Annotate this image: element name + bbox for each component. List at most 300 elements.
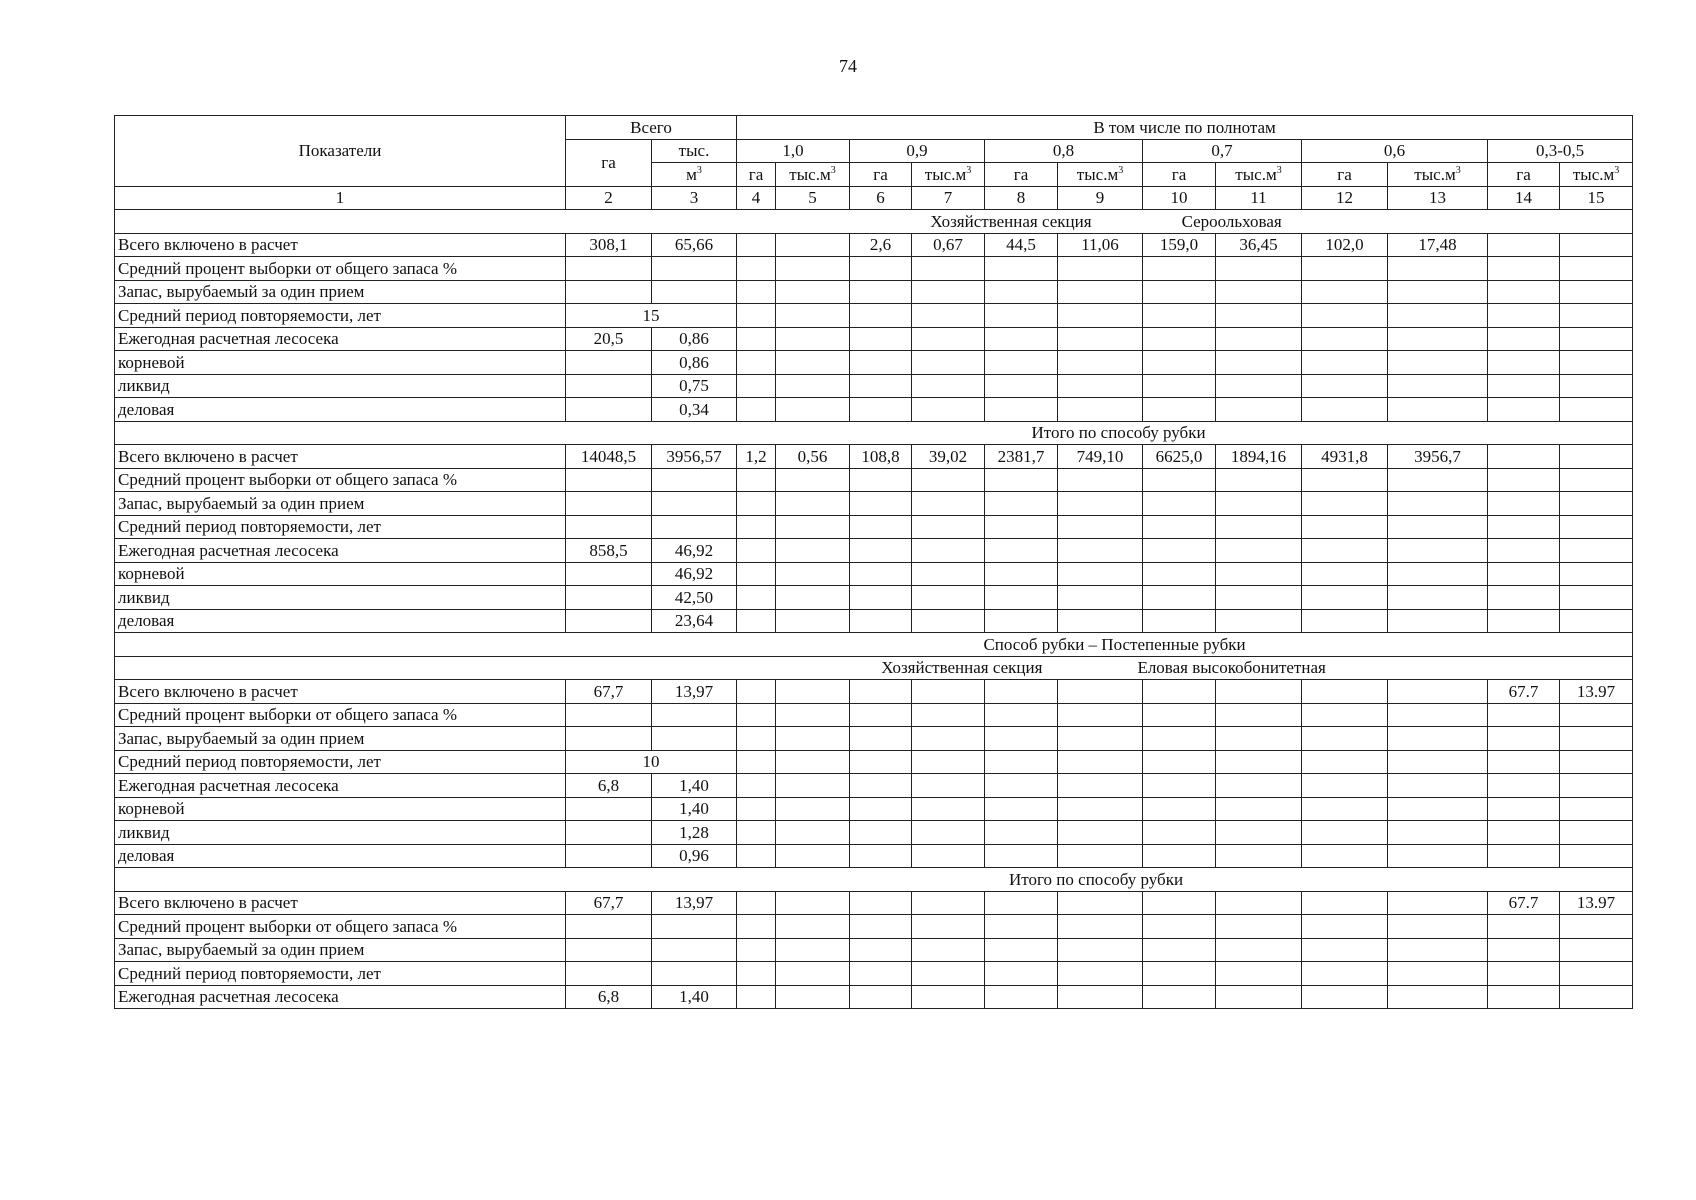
column-number: 1 bbox=[115, 186, 566, 210]
data-cell bbox=[1388, 539, 1488, 563]
header-unit-ha: га bbox=[1143, 163, 1216, 187]
data-row bbox=[115, 374, 1633, 398]
data-cell bbox=[1216, 915, 1302, 939]
data-row bbox=[115, 468, 1633, 492]
data-row bbox=[115, 609, 1633, 633]
data-cell bbox=[776, 703, 850, 727]
data-cell bbox=[1302, 844, 1388, 868]
data-cell: 1894,16 bbox=[1216, 445, 1302, 469]
data-cell bbox=[1216, 774, 1302, 798]
data-cell bbox=[1560, 257, 1633, 281]
row-label: Запас, вырубаемый за один прием bbox=[115, 280, 566, 304]
data-cell bbox=[850, 962, 912, 986]
data-cell bbox=[737, 351, 776, 375]
data-cell bbox=[776, 821, 850, 845]
data-cell bbox=[776, 398, 850, 422]
data-cell bbox=[652, 280, 737, 304]
data-cell: 6625,0 bbox=[1143, 445, 1216, 469]
header-unit-thous-m3: $тыс.м^3$ bbox=[1388, 163, 1488, 187]
data-cell bbox=[850, 562, 912, 586]
data-cell bbox=[912, 609, 985, 633]
data-cell: 13.97 bbox=[1560, 891, 1633, 915]
data-cell bbox=[737, 327, 776, 351]
data-cell bbox=[737, 586, 776, 610]
header-density: 0,9 bbox=[850, 139, 985, 163]
data-cell bbox=[1388, 915, 1488, 939]
data-cell bbox=[850, 609, 912, 633]
data-cell bbox=[985, 562, 1058, 586]
data-cell bbox=[1058, 844, 1143, 868]
column-number: 6 bbox=[850, 186, 912, 210]
row-label: ликвид bbox=[115, 821, 566, 845]
data-cell bbox=[1488, 468, 1560, 492]
data-cell: 67,7 bbox=[566, 891, 652, 915]
data-cell bbox=[1058, 727, 1143, 751]
data-cell bbox=[566, 938, 652, 962]
data-cell bbox=[1302, 280, 1388, 304]
data-cell bbox=[985, 539, 1058, 563]
data-cell bbox=[850, 750, 912, 774]
row-label: Средний процент выборки от общего запаса % bbox=[115, 703, 566, 727]
merged-value: 15 bbox=[566, 304, 737, 328]
data-cell bbox=[1302, 821, 1388, 845]
column-number: 15 bbox=[1560, 186, 1633, 210]
data-cell bbox=[1488, 774, 1560, 798]
data-cell bbox=[566, 844, 652, 868]
data-cell bbox=[850, 304, 912, 328]
data-cell bbox=[776, 468, 850, 492]
data-cell bbox=[737, 233, 776, 257]
data-cell bbox=[1388, 374, 1488, 398]
data-cell bbox=[776, 304, 850, 328]
data-cell bbox=[776, 586, 850, 610]
data-cell bbox=[1560, 938, 1633, 962]
data-cell bbox=[850, 351, 912, 375]
data-cell bbox=[1488, 586, 1560, 610]
section-heading bbox=[115, 868, 1633, 892]
data-cell bbox=[652, 915, 737, 939]
data-cell bbox=[1302, 703, 1388, 727]
data-cell bbox=[1560, 468, 1633, 492]
data-cell: 0,67 bbox=[912, 233, 985, 257]
data-cell bbox=[652, 257, 737, 281]
header-density: 0,3-0,5 bbox=[1488, 139, 1633, 163]
data-cell bbox=[1488, 985, 1560, 1009]
data-cell bbox=[1216, 492, 1302, 516]
data-cell bbox=[652, 515, 737, 539]
data-cell bbox=[737, 703, 776, 727]
data-cell bbox=[1216, 609, 1302, 633]
data-cell bbox=[1488, 398, 1560, 422]
data-cell bbox=[985, 703, 1058, 727]
data-cell bbox=[1302, 750, 1388, 774]
header-unit-ha: га bbox=[850, 163, 912, 187]
data-cell bbox=[1488, 374, 1560, 398]
row-label: корневой bbox=[115, 797, 566, 821]
data-cell bbox=[1560, 539, 1633, 563]
section-heading-row bbox=[115, 656, 1633, 680]
data-cell bbox=[985, 915, 1058, 939]
data-cell bbox=[737, 891, 776, 915]
data-cell bbox=[1143, 539, 1216, 563]
data-cell bbox=[1302, 539, 1388, 563]
data-cell bbox=[1216, 398, 1302, 422]
row-label: Средний период повторяемости, лет bbox=[115, 750, 566, 774]
data-cell bbox=[1143, 750, 1216, 774]
data-cell bbox=[566, 492, 652, 516]
data-cell bbox=[1058, 539, 1143, 563]
data-cell bbox=[1560, 844, 1633, 868]
data-cell: 749,10 bbox=[1058, 445, 1143, 469]
data-cell: 0,86 bbox=[652, 327, 737, 351]
section-heading-text: Итого по способу рубки bbox=[1031, 423, 1206, 443]
data-cell bbox=[985, 468, 1058, 492]
row-label: Всего включено в расчет bbox=[115, 891, 566, 915]
data-cell bbox=[1488, 962, 1560, 986]
data-cell bbox=[1058, 327, 1143, 351]
data-cell bbox=[1388, 680, 1488, 704]
data-cell bbox=[1143, 891, 1216, 915]
data-cell bbox=[1302, 609, 1388, 633]
data-cell bbox=[1216, 703, 1302, 727]
data-cell bbox=[776, 233, 850, 257]
header-row-1 bbox=[115, 116, 1633, 140]
data-cell bbox=[912, 844, 985, 868]
page-number: 74 bbox=[839, 56, 857, 76]
data-cell bbox=[912, 938, 985, 962]
data-cell: 36,45 bbox=[1216, 233, 1302, 257]
data-cell bbox=[776, 797, 850, 821]
data-cell bbox=[566, 797, 652, 821]
data-cell bbox=[1058, 750, 1143, 774]
data-cell bbox=[850, 468, 912, 492]
data-row bbox=[115, 586, 1633, 610]
data-cell bbox=[850, 327, 912, 351]
data-row bbox=[115, 492, 1633, 516]
header-indicators: Показатели bbox=[115, 116, 566, 187]
data-cell bbox=[850, 280, 912, 304]
data-cell bbox=[1302, 938, 1388, 962]
data-cell bbox=[1560, 797, 1633, 821]
data-cell bbox=[1143, 703, 1216, 727]
data-cell bbox=[566, 703, 652, 727]
data-cell: 39,02 bbox=[912, 445, 985, 469]
section-heading-text: Хозяйственная секция bbox=[881, 658, 1043, 678]
data-cell bbox=[1388, 774, 1488, 798]
column-number: 4 bbox=[737, 186, 776, 210]
header-unit-ha: га bbox=[737, 163, 776, 187]
data-cell bbox=[1216, 327, 1302, 351]
data-cell bbox=[1560, 962, 1633, 986]
data-cell bbox=[566, 609, 652, 633]
data-cell bbox=[1560, 445, 1633, 469]
data-cell bbox=[1488, 915, 1560, 939]
row-label: Ежегодная расчетная лесосека bbox=[115, 539, 566, 563]
header-density: 1,0 bbox=[737, 139, 850, 163]
data-cell bbox=[1388, 562, 1488, 586]
data-cell bbox=[912, 750, 985, 774]
data-row bbox=[115, 515, 1633, 539]
data-row bbox=[115, 304, 1633, 328]
data-cell bbox=[652, 962, 737, 986]
data-cell bbox=[737, 257, 776, 281]
data-cell bbox=[912, 304, 985, 328]
header-total-thous: тыс. bbox=[652, 139, 737, 163]
data-cell: 20,5 bbox=[566, 327, 652, 351]
data-cell bbox=[1216, 821, 1302, 845]
data-cell bbox=[1388, 727, 1488, 751]
forest-calculation-table bbox=[114, 115, 1633, 1009]
data-cell bbox=[1560, 515, 1633, 539]
data-cell bbox=[1216, 962, 1302, 986]
data-cell: 1,40 bbox=[652, 797, 737, 821]
data-cell: 4931,8 bbox=[1302, 445, 1388, 469]
data-cell bbox=[1216, 351, 1302, 375]
data-row bbox=[115, 233, 1633, 257]
data-cell bbox=[1488, 844, 1560, 868]
data-row bbox=[115, 915, 1633, 939]
header-density: 0,8 bbox=[985, 139, 1143, 163]
data-cell bbox=[912, 257, 985, 281]
data-cell bbox=[985, 821, 1058, 845]
column-number: 8 bbox=[985, 186, 1058, 210]
column-number: 12 bbox=[1302, 186, 1388, 210]
data-cell bbox=[776, 351, 850, 375]
data-cell bbox=[1388, 468, 1488, 492]
data-cell bbox=[912, 398, 985, 422]
row-label: Средний процент выборки от общего запаса % bbox=[115, 468, 566, 492]
data-cell bbox=[912, 797, 985, 821]
row-label: корневой bbox=[115, 351, 566, 375]
data-cell bbox=[1143, 915, 1216, 939]
data-cell bbox=[985, 398, 1058, 422]
data-cell bbox=[1488, 327, 1560, 351]
data-cell bbox=[1058, 680, 1143, 704]
data-cell bbox=[1216, 304, 1302, 328]
data-cell bbox=[1058, 304, 1143, 328]
data-cell bbox=[737, 492, 776, 516]
section-heading bbox=[115, 633, 1633, 657]
data-cell bbox=[776, 539, 850, 563]
data-row bbox=[115, 539, 1633, 563]
data-cell bbox=[566, 398, 652, 422]
data-row bbox=[115, 797, 1633, 821]
data-cell bbox=[1488, 515, 1560, 539]
data-cell bbox=[1143, 304, 1216, 328]
data-cell bbox=[985, 280, 1058, 304]
header-row-column-numbers bbox=[115, 186, 1633, 210]
data-cell bbox=[1302, 586, 1388, 610]
data-cell: 13,97 bbox=[652, 680, 737, 704]
row-label: Всего включено в расчет bbox=[115, 233, 566, 257]
data-cell bbox=[985, 304, 1058, 328]
data-cell bbox=[1143, 280, 1216, 304]
data-cell bbox=[652, 468, 737, 492]
data-cell bbox=[1488, 280, 1560, 304]
data-cell bbox=[1302, 468, 1388, 492]
data-cell bbox=[1058, 985, 1143, 1009]
data-cell bbox=[912, 539, 985, 563]
data-cell bbox=[1143, 468, 1216, 492]
header-unit-ha: га bbox=[985, 163, 1058, 187]
data-cell bbox=[1488, 562, 1560, 586]
data-cell bbox=[776, 962, 850, 986]
data-cell: 308,1 bbox=[566, 233, 652, 257]
data-cell: 858,5 bbox=[566, 539, 652, 563]
data-cell bbox=[850, 539, 912, 563]
data-cell bbox=[1216, 562, 1302, 586]
data-cell: 13.97 bbox=[1560, 680, 1633, 704]
data-cell bbox=[1488, 938, 1560, 962]
data-cell: 11,06 bbox=[1058, 233, 1143, 257]
data-cell bbox=[1216, 280, 1302, 304]
data-cell: 1,40 bbox=[652, 985, 737, 1009]
header-unit-thous-m3: $тыс.м^3$ bbox=[1560, 163, 1633, 187]
data-cell bbox=[1143, 962, 1216, 986]
row-label: Средний процент выборки от общего запаса % bbox=[115, 257, 566, 281]
data-cell bbox=[912, 374, 985, 398]
data-cell bbox=[850, 680, 912, 704]
data-cell: 23,64 bbox=[652, 609, 737, 633]
data-cell bbox=[1488, 492, 1560, 516]
data-cell bbox=[912, 468, 985, 492]
data-cell bbox=[1388, 703, 1488, 727]
data-cell bbox=[566, 280, 652, 304]
data-cell bbox=[912, 680, 985, 704]
data-cell bbox=[985, 680, 1058, 704]
header-total-ha: га bbox=[566, 139, 652, 186]
data-cell bbox=[1388, 327, 1488, 351]
data-cell: 108,8 bbox=[850, 445, 912, 469]
row-label: Ежегодная расчетная лесосека bbox=[115, 985, 566, 1009]
data-cell bbox=[985, 374, 1058, 398]
data-cell bbox=[850, 374, 912, 398]
data-cell bbox=[985, 938, 1058, 962]
data-cell: 102,0 bbox=[1302, 233, 1388, 257]
data-cell bbox=[985, 750, 1058, 774]
data-cell bbox=[1216, 586, 1302, 610]
section-heading bbox=[115, 421, 1633, 445]
data-cell: 3956,57 bbox=[652, 445, 737, 469]
data-cell: 0,96 bbox=[652, 844, 737, 868]
data-cell bbox=[1058, 351, 1143, 375]
data-cell bbox=[1388, 351, 1488, 375]
data-cell: 3956,7 bbox=[1388, 445, 1488, 469]
data-cell bbox=[1216, 680, 1302, 704]
data-cell bbox=[1058, 609, 1143, 633]
data-cell bbox=[985, 492, 1058, 516]
data-cell bbox=[1488, 539, 1560, 563]
data-row bbox=[115, 280, 1633, 304]
data-cell: 46,92 bbox=[652, 562, 737, 586]
data-cell: 1,40 bbox=[652, 774, 737, 798]
row-label: Запас, вырубаемый за один прием bbox=[115, 492, 566, 516]
data-cell: 0,34 bbox=[652, 398, 737, 422]
column-number: 3 bbox=[652, 186, 737, 210]
data-row bbox=[115, 938, 1633, 962]
header-density: 0,6 bbox=[1302, 139, 1488, 163]
data-cell bbox=[1388, 257, 1488, 281]
data-cell bbox=[850, 257, 912, 281]
data-cell bbox=[1388, 492, 1488, 516]
data-cell bbox=[1216, 938, 1302, 962]
data-cell bbox=[1143, 985, 1216, 1009]
data-cell bbox=[566, 962, 652, 986]
data-cell bbox=[1388, 821, 1488, 845]
data-cell bbox=[1058, 774, 1143, 798]
data-cell bbox=[1143, 351, 1216, 375]
data-cell: 65,66 bbox=[652, 233, 737, 257]
data-cell bbox=[1058, 821, 1143, 845]
data-cell bbox=[1488, 703, 1560, 727]
section-heading-row bbox=[115, 868, 1633, 892]
data-cell bbox=[776, 891, 850, 915]
data-cell: 14048,5 bbox=[566, 445, 652, 469]
data-cell bbox=[1302, 774, 1388, 798]
merged-value: 10 bbox=[566, 750, 737, 774]
data-cell bbox=[737, 962, 776, 986]
data-cell bbox=[566, 351, 652, 375]
data-cell bbox=[1302, 985, 1388, 1009]
data-cell bbox=[1058, 515, 1143, 539]
data-cell bbox=[912, 915, 985, 939]
row-label: Запас, вырубаемый за один прием bbox=[115, 727, 566, 751]
data-cell bbox=[737, 750, 776, 774]
data-cell bbox=[912, 280, 985, 304]
data-cell bbox=[1143, 257, 1216, 281]
data-row bbox=[115, 774, 1633, 798]
data-cell: 44,5 bbox=[985, 233, 1058, 257]
data-cell bbox=[1216, 844, 1302, 868]
data-cell bbox=[652, 492, 737, 516]
header-unit-thous-m3: $тыс.м^3$ bbox=[1216, 163, 1302, 187]
section-heading-row bbox=[115, 210, 1633, 234]
data-cell bbox=[566, 821, 652, 845]
data-cell bbox=[737, 797, 776, 821]
data-cell bbox=[912, 985, 985, 1009]
row-label: ликвид bbox=[115, 374, 566, 398]
header-by-density: В том числе по полнотам bbox=[737, 116, 1633, 140]
data-cell bbox=[1488, 351, 1560, 375]
row-label: Средний период повторяемости, лет bbox=[115, 962, 566, 986]
data-cell bbox=[912, 891, 985, 915]
data-cell bbox=[737, 562, 776, 586]
data-cell bbox=[1488, 797, 1560, 821]
data-cell bbox=[1143, 727, 1216, 751]
data-cell bbox=[1560, 750, 1633, 774]
data-cell bbox=[1388, 304, 1488, 328]
data-cell bbox=[912, 562, 985, 586]
data-cell bbox=[1560, 492, 1633, 516]
data-cell bbox=[850, 398, 912, 422]
data-cell bbox=[776, 562, 850, 586]
header-unit-thous-m3: $тыс.м^3$ bbox=[1058, 163, 1143, 187]
section-heading-row bbox=[115, 421, 1633, 445]
data-row bbox=[115, 562, 1633, 586]
data-cell bbox=[776, 609, 850, 633]
data-cell bbox=[985, 797, 1058, 821]
data-cell bbox=[985, 609, 1058, 633]
data-cell: 6,8 bbox=[566, 985, 652, 1009]
data-cell bbox=[1488, 609, 1560, 633]
data-cell bbox=[1143, 797, 1216, 821]
section-heading-text: Итого по способу рубки bbox=[1009, 869, 1184, 889]
data-cell bbox=[912, 962, 985, 986]
data-cell bbox=[1143, 374, 1216, 398]
header-unit-thous-m3: $тыс.м^3$ bbox=[912, 163, 985, 187]
section-heading-text: Хозяйственная секция bbox=[930, 211, 1092, 231]
data-cell: 0,86 bbox=[652, 351, 737, 375]
